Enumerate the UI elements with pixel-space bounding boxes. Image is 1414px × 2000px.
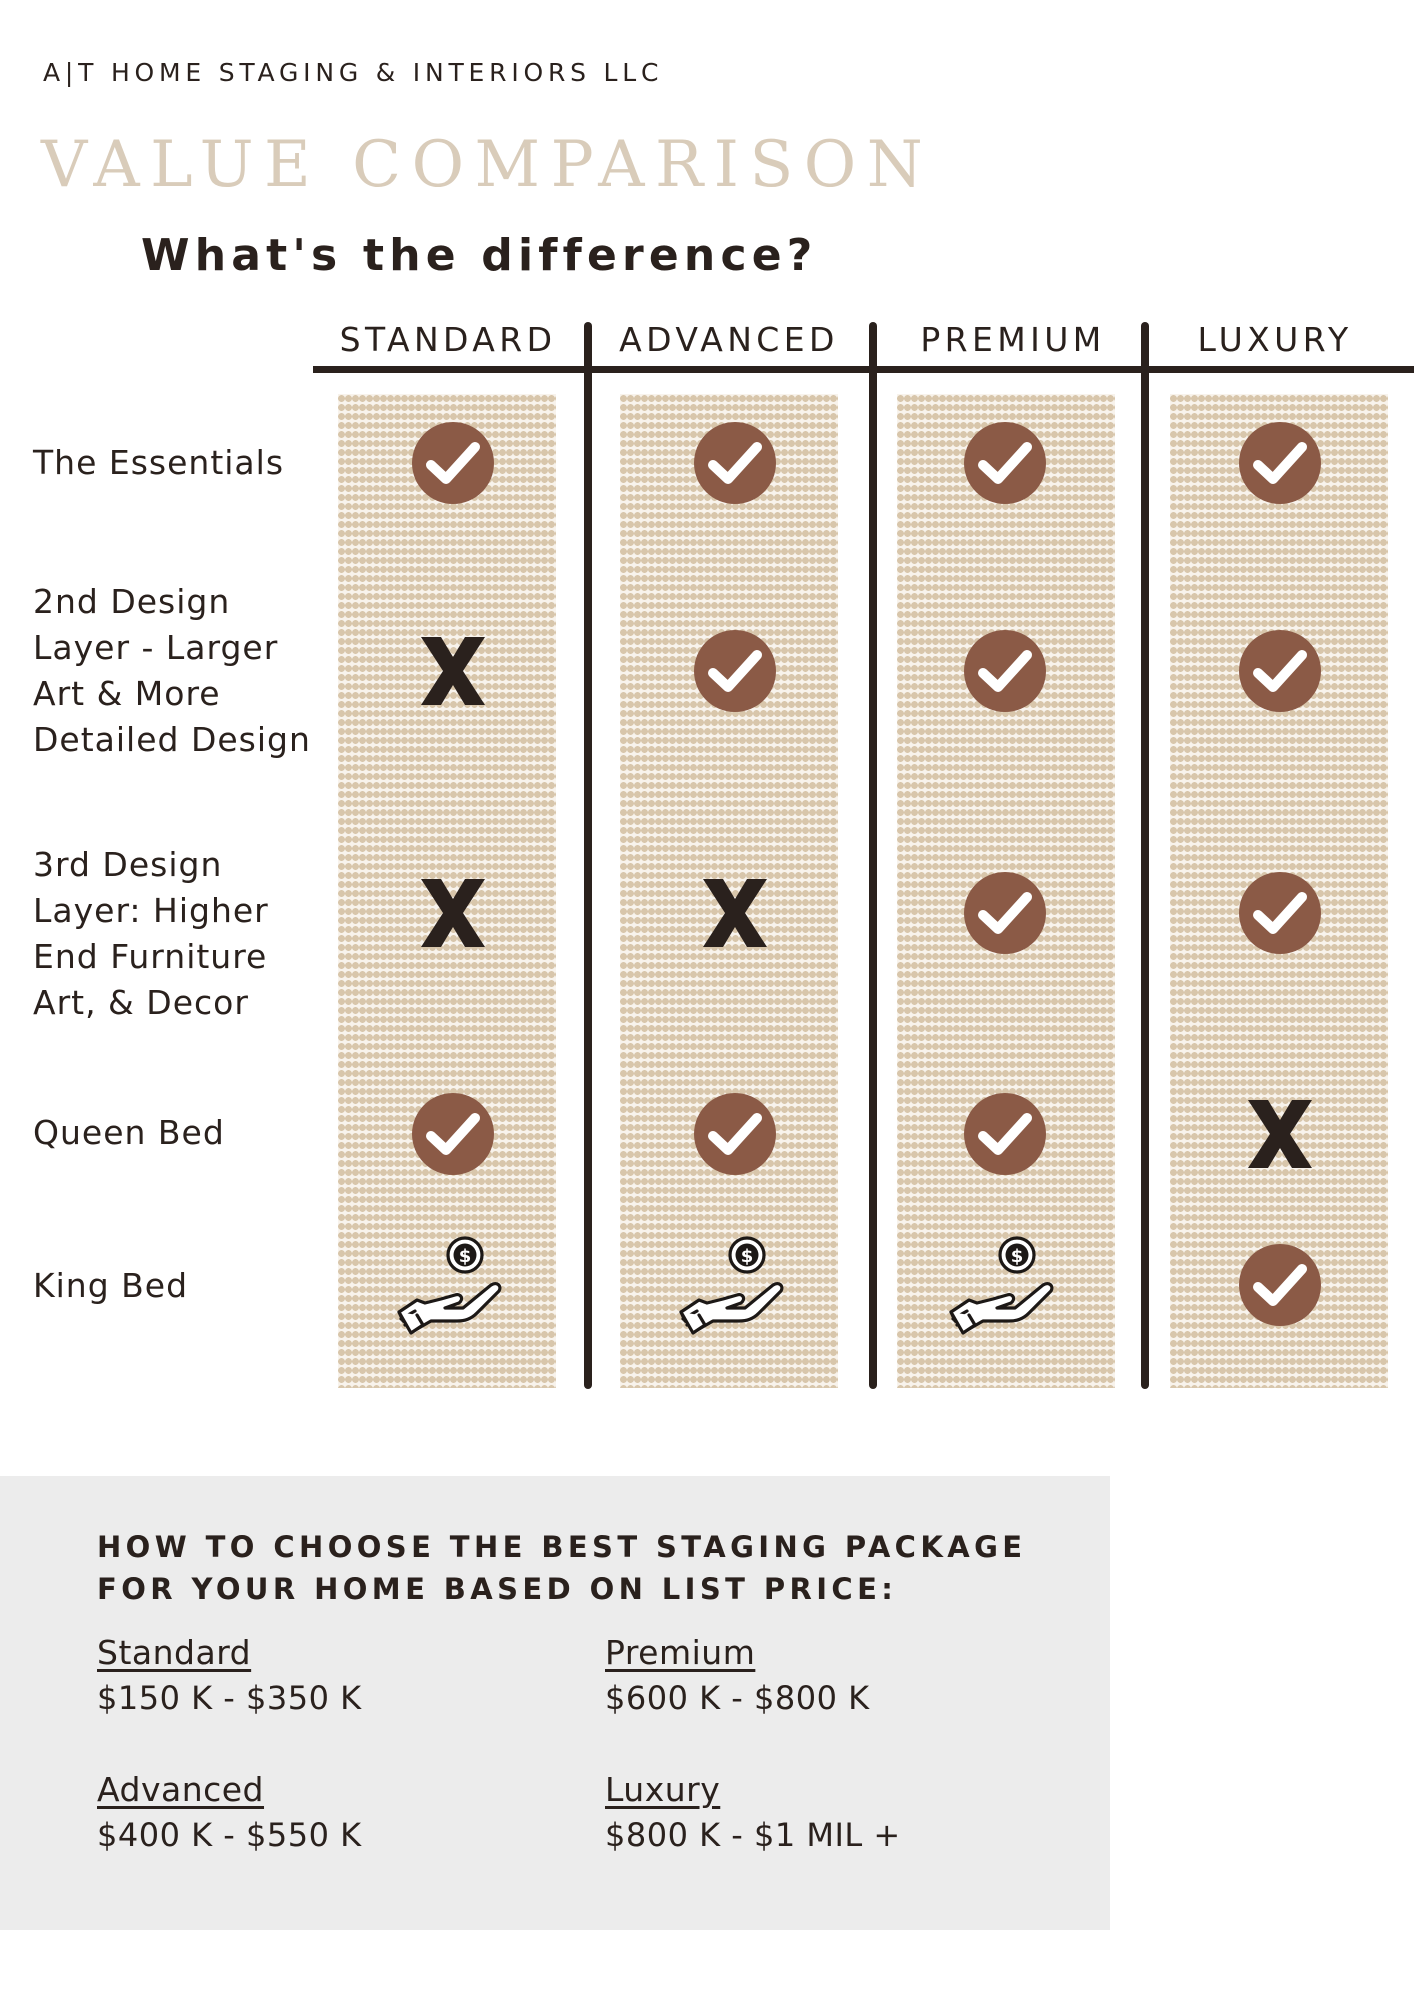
check-circle-icon [693,421,777,505]
page-title: VALUE COMPARISON [41,128,934,202]
row-label-queen-bed: Queen Bed [33,1113,225,1152]
x-mark-icon [411,871,495,955]
check-circle-icon [411,1092,495,1176]
dollar-hand-icon [397,1233,509,1337]
column-header-luxury: LUXURY [1197,320,1353,359]
x-mark-icon [411,629,495,713]
check-circle-icon [411,421,495,505]
page-subtitle: What's the difference? [141,230,818,281]
header-divider [313,366,1414,373]
x-mark-icon [693,871,777,955]
check-circle-icon [963,871,1047,955]
tier-price-advanced: $400 K - $550 K [97,1816,362,1854]
tier-price-luxury: $800 K - $1 MIL + [605,1816,901,1854]
row-label-2nd-design-layer: 2nd Design Layer - Larger Art & More Detailed Design [33,582,311,759]
tier-name-standard: Standard [97,1633,252,1672]
check-circle-icon [1238,421,1322,505]
check-circle-icon [1238,871,1322,955]
x-mark-icon [1238,1092,1322,1176]
check-circle-icon [1238,1243,1322,1327]
column-divider [869,322,877,1389]
tier-name-advanced: Advanced [97,1770,265,1809]
svg-text:$: $ [740,1246,754,1267]
row-label-king-bed: King Bed [33,1266,189,1305]
tier-price-standard: $150 K - $350 K [97,1679,362,1717]
column-divider [1141,322,1149,1389]
company-name: A|T HOME STAGING & INTERIORS LLC [43,58,664,87]
svg-text:$: $ [458,1246,472,1267]
pricing-heading [97,1526,1047,1610]
check-circle-icon [963,629,1047,713]
column-header-standard: STANDARD [339,320,557,359]
check-circle-icon [963,1092,1047,1176]
check-circle-icon [1238,629,1322,713]
column-header-advanced: ADVANCED [619,320,839,359]
tier-name-luxury: Luxury [605,1770,721,1809]
column-header-premium: PREMIUM [920,320,1106,359]
row-label-3rd-design-layer: 3rd Design Layer: Higher End Furniture Art, & Decor [33,845,269,1022]
pricing-heading-line1: HOW TO CHOOSE THE BEST STAGING PACKAGE [97,1530,1027,1564]
dollar-hand-icon [679,1233,791,1337]
tier-price-premium: $600 K - $800 K [605,1679,870,1717]
column-divider [584,322,592,1389]
svg-text:$: $ [1010,1246,1024,1267]
row-label-essentials: The Essentials [33,443,285,482]
pricing-heading-line2: FOR YOUR HOME BASED ON LIST PRICE: [97,1572,898,1606]
tier-name-premium: Premium [605,1633,756,1672]
check-circle-icon [693,629,777,713]
dollar-hand-icon [949,1233,1061,1337]
check-circle-icon [963,421,1047,505]
check-circle-icon [693,1092,777,1176]
